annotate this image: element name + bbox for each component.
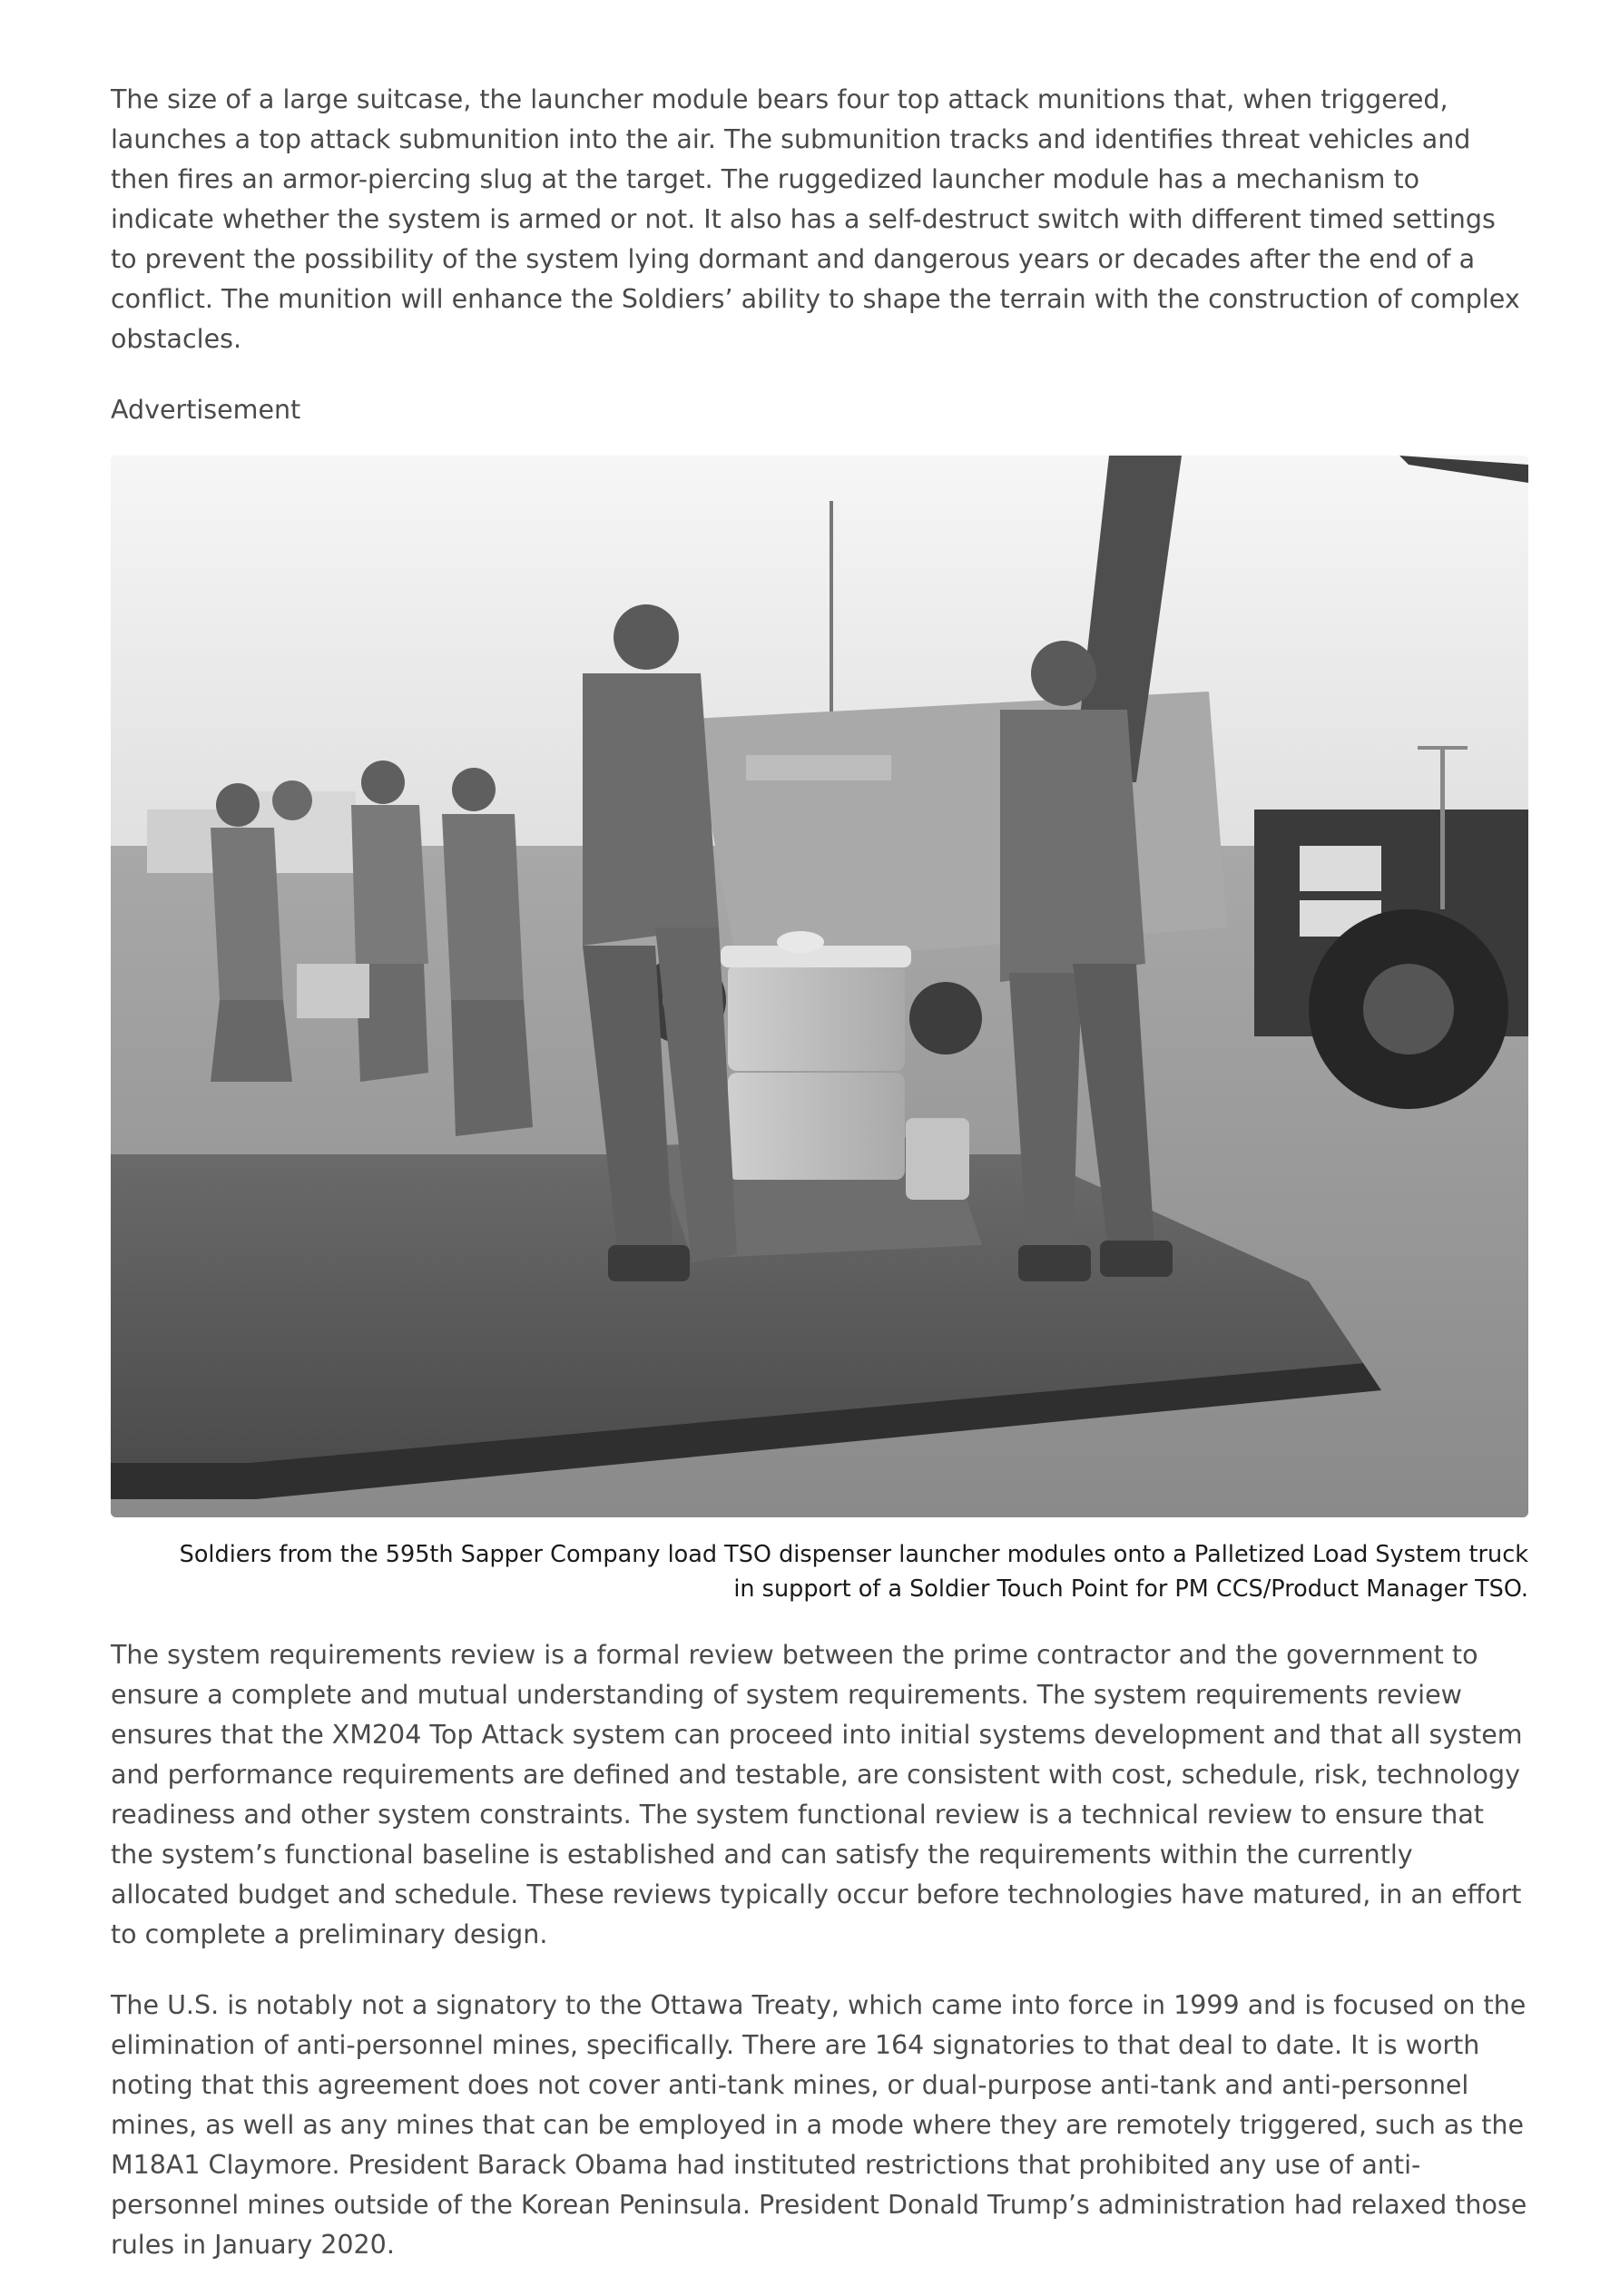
figure-caption: Soldiers from the 595th Sapper Company load TSO dispenser launcher modules onto a Palletized Load System truck in support of a Soldier Touch Point for PM CCS/Product Manager TSO.: [179, 1541, 1528, 1603]
paragraph-launcher-module: The size of a large suitcase, the launcher module bears four top attack munitions that, when triggered, launches a top attack submunition into the air. The submunition tracks and identifies threat vehicles and then fires an armor-piercing slug at the target. The ruggedized launcher module has a mechanism to indicate whether the system is armed or not. It also has a self-destruct switch with different timed settings to prevent the possibility of the system lying dormant and dangerous years or decades after the end of a conflict. The munition will enhance the Soldiers’ ability to shape the terrain with the construction of complex obstacles.: [111, 84, 1520, 354]
paragraph-ottawa-treaty: The U.S. is notably not a signatory to the Ottawa Treaty, which came into force in 1999 and is focused on the elimination of anti-personnel mines, specifically. There are 164 signatories to that deal to date. It is worth noting that this agreement does not cover anti-tank mines, or dual-purpose anti-tank and anti-personnel mines, as well as any mines that can be employed in a mode where they are remotely triggered, such as the M18A1 Claymore. President Barack Obama had instituted restrictions that prohibited any use of anti-personnel mines outside of the Korean Peninsula. President Donald Trump’s administration had relaxed those rules in January 2020.: [111, 1990, 1527, 2260]
article-body: [111, 80, 1528, 2296]
article-figure: [111, 456, 1528, 1606]
article-photo[interactable]: [111, 456, 1528, 1517]
advertisement-label: Advertisement: [111, 395, 301, 425]
paragraph-system-requirements-review: The system requirements review is a formal review between the prime contractor and the government to ensure a complete and mutual understanding of system requirements. The system requirements review ensures that the XM204 Top Attack system can proceed into initial systems development and that all system and performance requirements are defined and testable, are consistent with cost, schedule, risk, technology readiness and other system constraints. The system functional review is a technical review to ensure that the system’s functional baseline is established and can satisfy the requirements within the currently allocated budget and schedule. These reviews typically occur before technologies have matured, in an effort to complete a preliminary design.: [111, 1640, 1523, 1949]
